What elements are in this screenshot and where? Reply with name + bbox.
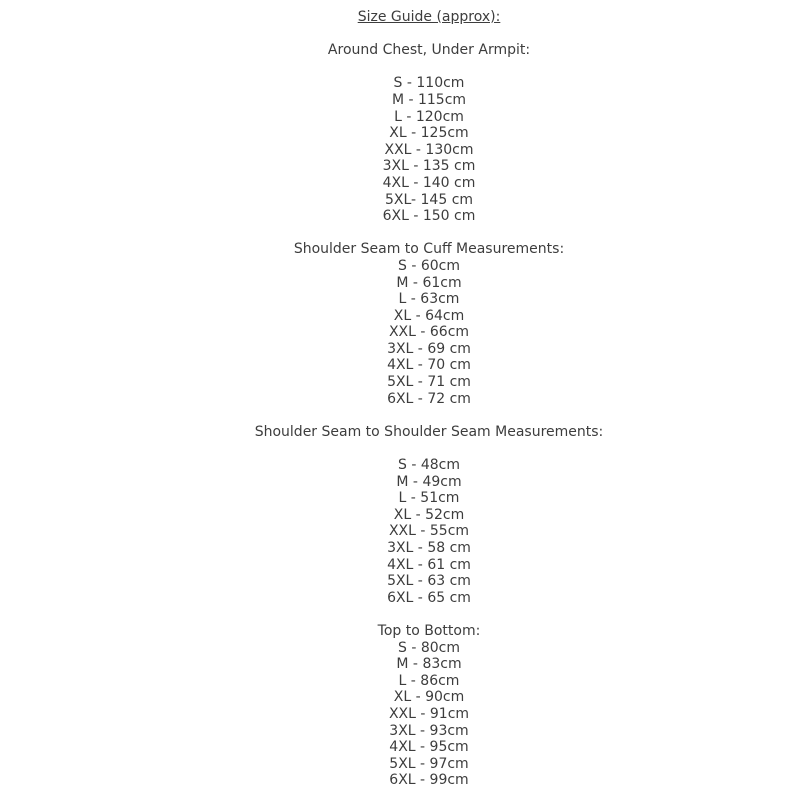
size-list-shoulder: [58, 457, 800, 606]
size-row: L - 63cm: [398, 291, 460, 308]
section-top-to-bottom: [58, 623, 800, 789]
size-row: 4XL - 70 cm: [387, 357, 471, 374]
size-row: 5XL - 63 cm: [387, 573, 471, 590]
section-heading-label: Shoulder Seam to Shoulder Seam Measurements:: [254, 423, 604, 440]
size-row: 4XL - 61 cm: [387, 556, 471, 573]
size-row: 6XL - 65 cm: [387, 589, 471, 606]
size-row: 3XL - 58 cm: [387, 540, 471, 556]
size-row: M - 115cm: [391, 91, 467, 108]
size-row: M - 49cm: [396, 473, 462, 490]
size-row: S - 110cm: [393, 75, 465, 92]
size-row: 4XL - 140 cm: [382, 174, 476, 191]
size-row: 4XL - 95cm: [389, 739, 469, 756]
size-row: L - 51cm: [398, 490, 460, 507]
section-heading-chest: [58, 42, 800, 59]
size-row: M - 83cm: [396, 656, 462, 673]
size-row: S - 60cm: [398, 257, 460, 274]
size-row: XXL - 66cm: [388, 324, 470, 341]
section-heading-top-to-bottom: Top to Bottom:: [377, 622, 481, 639]
section-heading-cuff: Shoulder Seam to Cuff Measurements:: [293, 241, 565, 258]
section-heading-shoulder: [58, 424, 800, 441]
title-block: [58, 9, 800, 26]
size-row: 3XL - 93cm: [389, 722, 469, 739]
size-row: 5XL- 145 cm: [384, 191, 474, 208]
size-row: 6XL - 150 cm: [382, 208, 476, 225]
size-row: XL - 52cm: [393, 506, 465, 523]
size-row: 3XL - 69 cm: [387, 340, 471, 357]
size-row: L - 120cm: [394, 108, 464, 125]
size-row: 3XL - 135 cm: [382, 158, 476, 175]
size-row: XL - 125cm: [389, 125, 469, 142]
size-row: XL - 90cm: [393, 689, 465, 706]
size-row: 6XL - 72 cm: [387, 390, 471, 407]
section-cuff: [58, 241, 800, 407]
size-row: S - 80cm: [398, 639, 460, 656]
size-row: XXL - 55cm: [388, 523, 470, 540]
size-row: L - 86cm: [398, 672, 460, 689]
size-row: XXL - 91cm: [388, 705, 470, 722]
size-row: 6XL - 99cm: [389, 772, 469, 789]
size-row: XXL - 130cm: [384, 141, 474, 158]
size-list-chest: [58, 75, 800, 224]
size-row: 5XL - 71 cm: [387, 374, 471, 391]
size-row: S - 48cm: [398, 457, 460, 474]
size-row: XL - 64cm: [393, 307, 465, 324]
section-heading-label: Around Chest, Under Armpit:: [327, 42, 531, 59]
page-title: Size Guide (approx):: [357, 9, 501, 25]
size-row: 5XL - 97cm: [389, 755, 469, 772]
size-row: M - 61cm: [396, 274, 462, 291]
